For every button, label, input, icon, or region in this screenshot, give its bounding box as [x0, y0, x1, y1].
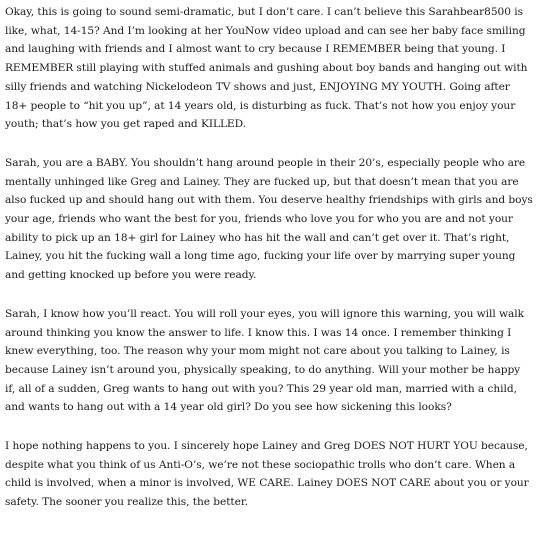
paragraph-2: Sarah, you are a BABY. You shouldn’t hang around people in their 20’s, especially people who are mentally unhinged like Greg and Lainey. They are fucked up, but that doesn’t mean that you are also fucked up and should hang out with them. You deserve healthy friendships with girls and boys your age, friends who want the best for you, friends who love you for who you are and not your ability to pick up an 18+ girl for Lainey who has hit the wall and can’t get over it. That’s right, Lainey, you hit the fucking wall a long time ago, fucking your life over by marrying super young and getting knocked up before you were ready. [5, 156, 533, 282]
paragraph-1: Okay, this is going to sound semi-dramatic, but I don’t care. I can’t believe this Sarahbear8500 is like, what, 14-15? And I’m looking at her YouNow video upload and can see her baby face smiling and laughing with friends and I almost want to cry because I REMEMBER being that young. I REMEMBER still playing with stuffed animals and gushing about boy bands and hanging out with silly friends and watching Nickelodeon TV shows and just, ENJOYING MY YOUTH. Going after 18+ people to “hit you up”, at 14 years old, is disturbing as fuck. That’s not how you enjoy your youth; that’s how you get raped and KILLED. [5, 6, 528, 131]
paragraph-4: I hope nothing happens to you. I sincerely hope Lainey and Greg DOES NOT HURT YOU because, despite what you think of us Anti-O’s, we’re not these sociopathic trolls who don’t care. When a child is involved, when a minor is involved, WE CARE. Lainey DOES NOT CARE about you or your safety. The sooner you realize this, the better. [5, 440, 529, 509]
paragraph-3: Sarah, I know how you’ll react. You will roll your eyes, you will ignore this warning, you will walk around thinking you know the answer to life. I know this. I was 14 once. I remember thinking I knew everything, too. The reason why your mom might not care about you talking to Lainey, is because Lainey isn’t around you, physically speaking, to do anything. Will your mother be happy if, all of a sudden, Greg wants to hang out with you? This 29 year old man, married with a child, and wants to hang out with a 14 year old girl? Do you see how sickening this looks? [5, 307, 525, 414]
post-body [5, 3, 533, 512]
